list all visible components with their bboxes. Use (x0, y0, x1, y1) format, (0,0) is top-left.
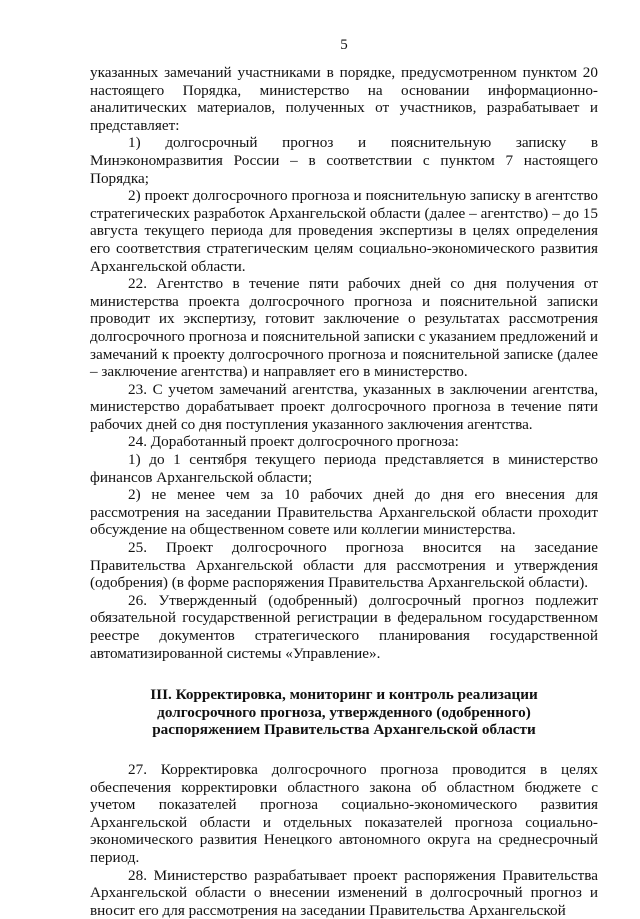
paragraph-continuation: указанных замечаний участниками в порядке, предусмотренном пунктом 20 настоящего Порядка, министерство на основании информационно-аналитических материалов, полученных от участников, разрабатывает и представляет: (90, 64, 598, 134)
section-heading-line-1: III. Корректировка, мониторинг и контроль реализации (150, 686, 538, 704)
paragraph-28: 28. Министерство разрабатывает проект распоряжения Правительства Архангельской области о внесении изменений в долгосрочный прогноз и вносит его для рассмотрения на заседании Правительства Архангельской (90, 866, 598, 919)
section-heading-line-3: распоряжением Правительства Архангельской области (152, 721, 536, 739)
page-number: 5 (340, 37, 348, 53)
paragraph-25: 25. Проект долгосрочного прогноза вносится на заседание Правительства Архангельской области для рассмотрения и утверждения (одобрения) (в форме распоряжения Правительства Архангельской области). (90, 539, 598, 592)
paragraph-24-item-1: 1) до 1 сентября текущего периода представляется в министерство финансов Архангельской области; (90, 451, 598, 486)
paragraph-22: 22. Агентство в течение пяти рабочих дней со дня получения от министерства проекта долгосрочного прогноза и пояснительной записки проводит их экспертизу, готовит заключение о результатах рассмотрения долгосрочного прогноза и пояснительной записки с указанием предложений и замечаний к проекту долгосрочного прогноза и пояснительной записке (далее – заключение агентства) и направляет его в министерство. (90, 275, 598, 381)
paragraph-item-2: 2) проект долгосрочного прогноза и пояснительную записку в агентство стратегических разработок Архангельской области (далее – агентство) – до 15 августа текущего периода для проведения экспертизы в целях определения его соответствия стратегическим целям социально-экономического развития Архангельской области. (90, 187, 598, 275)
section-heading-line-2: долгосрочного прогноза, утвержденного (одобренного) (157, 703, 531, 721)
paragraph-24-item-2: 2) не менее чем за 10 рабочих дней до дня его внесения для рассмотрения на заседании Правительства Архангельской области проходит обсуждение на общественном совете или коллегии министерства. (90, 486, 598, 539)
paragraph-27: 27. Корректировка долгосрочного прогноза проводится в целях обеспечения корректировки областного закона об областном бюджете с учетом показателей прогноза социально-экономического развития Архангельской области и отдельных показателей прогноза социально-экономического развития Ненецкого автономного округа на среднесрочный период. (90, 760, 598, 866)
section-heading (90, 686, 598, 739)
paragraph-item-1: 1) долгосрочный прогноз и пояснительную записку в Минэкономразвития России – в соответствии с пунктом 7 настоящего Порядка; (90, 134, 598, 187)
paragraph-24: 24. Доработанный проект долгосрочного прогноза: (128, 433, 459, 451)
paragraph-23: 23. С учетом замечаний агентства, указанных в заключении агентства, министерство дорабатывает проект долгосрочного прогноза в течение пяти рабочих дней со дня поступления указанного заключения агентства. (90, 380, 598, 433)
paragraph-26: 26. Утвержденный (одобренный) долгосрочный прогноз подлежит обязательной государственной регистрации в федеральном государственном реестре документов стратегического планирования государственной автоматизированной системы «Управление». (90, 591, 598, 662)
document-page (90, 36, 598, 919)
